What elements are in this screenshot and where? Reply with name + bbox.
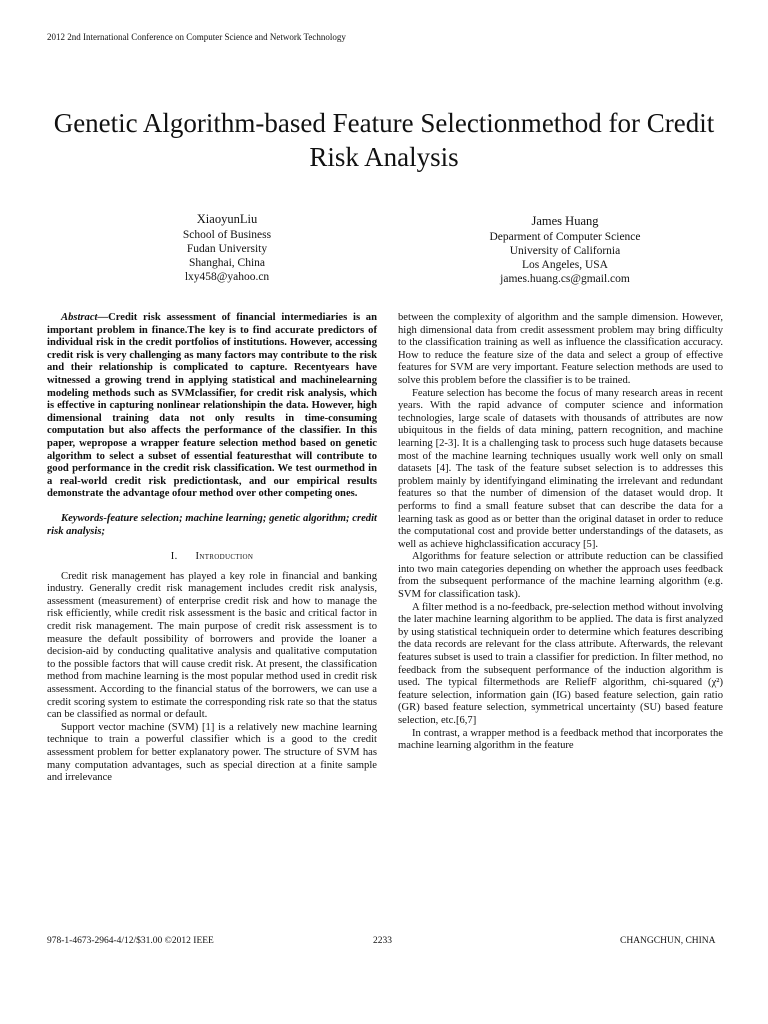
paragraph: between the complexity of algorithm and the sample dimension. However, high dimensional data from credit assessment problem may bring difficulty to the classification training as well as influence the classification accuracy. How to reduce the feature size of the data and select a group of effective features for SVM are very important. Feature selection methods are used to solve this problem before the classifier is to be trained. <box>398 312 723 386</box>
conference-header: 2012 2nd International Conference on Computer Science and Network Technology <box>47 32 346 42</box>
author-email: lxy458@yahoo.cn <box>184 271 270 283</box>
author-block-2 <box>440 214 690 286</box>
author-email: james.huang.cs@gmail.com <box>500 273 630 285</box>
footer-location: CHANGCHUN, CHINA <box>620 936 716 946</box>
left-column <box>47 312 377 785</box>
abstract <box>47 312 377 501</box>
keywords: Keywords-feature selection; machine learning; genetic algorithm; credit risk analysis; <box>47 512 377 537</box>
abstract-body: —Credit risk assessment of financial intermediaries is an important problem in finance.The key is to find accurate predictors of individual risk in the credit portfolios of institutions. However, accessing credit risk is very challenging as many factors may contribute to the risk and their relationship is complicated to capture. Recentyears have witnessed a growing trend in applying statistical and machinelearning modeling methods such as SVMclassifier, for credit risk analysis, which is effective in capturing nonlinear relationshipin the data. However, high dimensional training data not only results in time-consuming computation but also affects the performance of the classifier. In this paper, wepropose a wrapper feature selection method based on genetic algorithm to select a subset of essential featuresthat will contribute to good performance in the credit risk classification. We test ourmethod in a real-world credit risk predictiontask, and our empirical results demonstrate the advantage ofour method over other competing ones. <box>47 312 377 500</box>
paragraph: Support vector machine (SVM) [1] is a relatively new machine learning technique to train a powerful classifier which is a good to the credit assessment problem for better explanatory power. The structure of SVM has many computation advantages, such as special direction at a finite sample and irrelevance <box>47 721 377 784</box>
section-number: I. <box>170 551 178 563</box>
paper-title: Genetic Algorithm-based Feature Selectionmethod for Credit Risk Analysis <box>53 108 715 172</box>
author-block-1 <box>127 212 327 284</box>
section-title: Introduction <box>195 551 254 563</box>
author-location: Shanghai, China <box>188 257 266 269</box>
page-number: 2233 <box>373 936 392 946</box>
author-institution: Fudan University <box>186 243 268 255</box>
paragraph: Algorithms for feature selection or attribute reduction can be classified into two main categories depending on whether the approach uses feedback from the subsequent performance of the machine learning algorithm (e.g. SVM for classification task). <box>398 551 723 601</box>
author-name: James Huang <box>531 214 599 228</box>
paragraph: Credit risk management has played a key role in financial and banking industry. Generally credit risk management includes credit risk analysis, assessment (measurement) of enterprise credit risk and how to manage the risk efficiently, while credit risk assessment is the basic and critical factor in credit risk management. The main purpose of credit risk assessment is to measure the default possibility of borrowers and provide the loaner a decision-aid by conducting qualitative analysis and qualitative computation to the possible factors that will cause credit risk. At present, the classification method from machine learning is the most popular method used in credit risk assessment. According to the financial status of the borrowers, we can use a credit scoring system to estimate the corresponding risk rate so that the status can be classified as normal or default. <box>47 570 377 721</box>
footer-isbn: 978-1-4673-2964-4/12/$31.00 ©2012 IEEE <box>47 936 214 946</box>
author-name: XiaoyunLiu <box>196 212 258 226</box>
paragraph: A filter method is a no-feedback, pre-selection method without involving the later machine learning algorithm to be applied. The data is first analyzed by using statistical techniquein order to determine which features describing the data records are relevant for the class attribute. Afterwards, the relevant features subset is used to train a classifier for prediction. In filter method, no feedback from the subsequent performance of the induction algorithm is used. The typical filtermethods are ReliefF algorithm, chi-squared (χ²) feature selection, information gain (IG) based feature selection, gain ratio (GR) based feature selection, symmetrical uncertainty (SU) based feature selection, etc.[6,7] <box>398 601 723 726</box>
section-heading-introduction <box>47 551 377 564</box>
paragraph: Feature selection has become the focus of many research areas in recent years. With the rapid advance of computer science and information technologies, large scale of datasets with thousands of attributes are now ubiquitous in the fields of data mining, pattern recognition, and machine learning [2-3]. It is a challenging task to process such huge datasets because most of the machine learning techniques usually work well only on small datasets [4]. The task of the feature subset selection is to addresses this problem mainly by identifyingand eliminating the irrelevant and redundant features so that the number of dimension of the dataset would drop. It performs to find a small feature subset that can describe the data for a learning task as good as or better than the original dataset in order to reduce the computational cost and provide better understandings of the datasets, as well as achieve highclassification accuracy [5]. <box>398 387 723 550</box>
author-location: Los Angeles, USA <box>522 259 608 271</box>
author-dept: School of Business <box>182 229 272 241</box>
right-column <box>398 312 723 753</box>
author-dept: Deparment of Computer Science <box>489 231 641 243</box>
paragraph: In contrast, a wrapper method is a feedback method that incorporates the machine learning algorithm in the feature <box>398 727 723 752</box>
author-institution: University of California <box>509 245 621 257</box>
abstract-lead: Abstract <box>61 312 98 323</box>
